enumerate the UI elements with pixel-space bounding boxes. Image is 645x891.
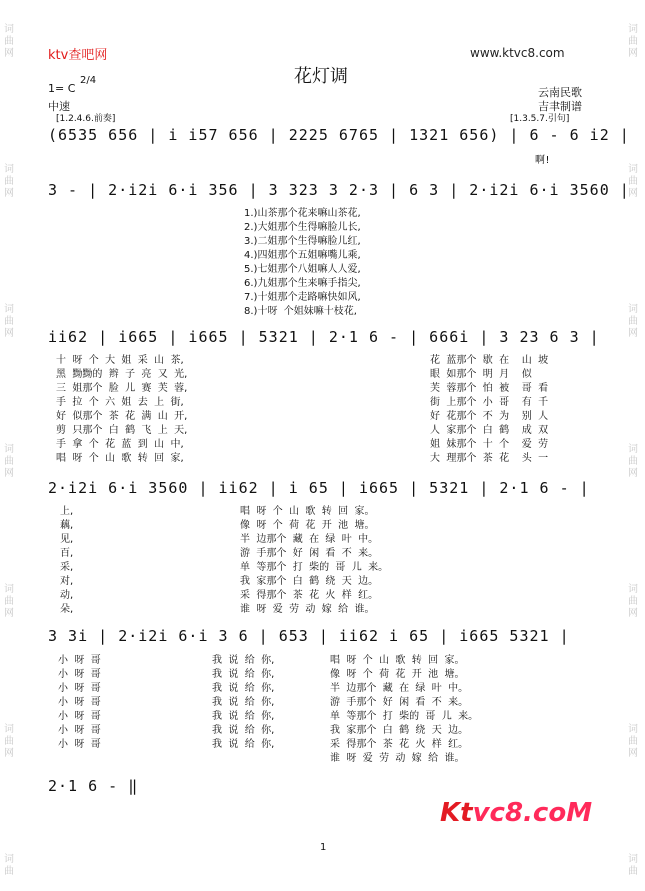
verse-line: 好 花那个 不 为 别 人	[430, 411, 549, 422]
key-signature: 1= C	[48, 82, 76, 95]
verse-line: 我 家那个 白 鹤 绕 天 边。	[330, 725, 469, 736]
verse-line: 小 呀 哥	[58, 739, 101, 750]
verse-line: 谁 呀 爱 劳 动 嫁 给 谁。	[240, 604, 375, 615]
verse-line: 单 等那个 打 柴的 哥 儿 来。	[240, 562, 389, 573]
verse-line: 好 似那个 茶 花 满 山 开,	[56, 411, 188, 422]
watermark-char: 词	[4, 854, 14, 865]
notation-row-1: (6535 656 | i i57 656 | 2225 6765 | 1321 656) | 6 - 6 i2 |	[48, 126, 630, 144]
verse-block-c-right	[240, 505, 388, 617]
verse-line: 十 呀 个 大 姐 采 山 茶,	[56, 355, 184, 366]
right-watermark	[628, 0, 642, 891]
verse-line: 人 家那个 白 鹤 成 双	[430, 425, 549, 436]
verse-line: 小 呀 哥	[58, 655, 101, 666]
prelude-note: [1.2.4.6.前奏]	[56, 114, 116, 124]
verse-line: 我 家那个 白 鹤 绕 天 边。	[240, 576, 379, 587]
site-logo[interactable]: ktv查吧网	[48, 48, 108, 63]
logo-letter-t: t	[460, 798, 473, 828]
watermark-char: 曲	[628, 36, 638, 47]
verse-line: 动,	[60, 590, 74, 601]
verse-line: 3.)二姐那个生得嘛脸儿红,	[244, 236, 361, 247]
verse-line: 采 得那个 茶 花 火 样 红。	[330, 739, 469, 750]
verse-line: 小 呀 哥	[58, 725, 101, 736]
verse-line: 对,	[60, 576, 74, 587]
watermark-char: 曲	[4, 596, 14, 607]
watermark-char: 曲	[628, 736, 638, 747]
notation-row-2: 3 - | 2·i2i 6·i 356 | 3 323 3 2·3 | 6 3 | 2·i2i 6·i 3560 |	[48, 181, 630, 199]
verse-line: 我 说 给 你,	[212, 683, 275, 694]
verse-block-b-right	[430, 354, 548, 466]
verse-line: 眼 如那个 明 月 似	[430, 369, 532, 380]
notation-row-4: 2·i2i 6·i 3560 | ii62 | i 65 | i665 | 5321 | 2·1 6 - |	[48, 479, 590, 497]
verse-line: 2.)大姐那个生得嘛脸儿长,	[244, 222, 361, 233]
verse-line: 我 说 给 你,	[212, 739, 275, 750]
verse-line: 游 手那个 好 闲 看 不 来。	[240, 548, 379, 559]
logo-letter-k: K	[440, 798, 461, 828]
watermark-char: 词	[4, 444, 14, 455]
verse-block-a	[244, 207, 361, 319]
watermark-char: 曲	[628, 176, 638, 187]
watermark-char: 网	[628, 468, 638, 479]
watermark-char: 曲	[4, 736, 14, 747]
watermark-char: 曲	[628, 596, 638, 607]
time-signature	[80, 76, 96, 86]
watermark-char: 网	[4, 748, 14, 759]
verse-line: 芙 蓉那个 怕 被 哥 看	[430, 383, 549, 394]
verse-line: 唱 呀 个 山 歌 转 回 家。	[330, 655, 465, 666]
watermark-char: 网	[628, 48, 638, 59]
verse-line: 4.)四姐那个五姐嘛嘴儿乘,	[244, 250, 361, 261]
watermark-char: 网	[4, 608, 14, 619]
verse-line: 姐 妹那个 十 个 爱 劳	[430, 439, 549, 450]
lyric-ah: 啊!	[535, 155, 551, 166]
watermark-char: 词	[4, 164, 14, 175]
watermark-char: 词	[4, 304, 14, 315]
watermark-char: 词	[628, 444, 638, 455]
verse-line: 藕,	[60, 520, 74, 531]
verse-line: 7.)十姐那个走路嘛快如风,	[244, 292, 361, 303]
watermark-char: 网	[4, 188, 14, 199]
verse-line: 我 说 给 你,	[212, 697, 275, 708]
notation-row-6: 2·1 6 - ‖	[48, 777, 139, 795]
verse-line: 单 等那个 打 柴的 哥 儿 来。	[330, 711, 479, 722]
watermark-char: 词	[4, 584, 14, 595]
verse-line: 街 上那个 小 哥 有 千	[430, 397, 549, 408]
verse-line: 我 说 给 你,	[212, 711, 275, 722]
verse-line: 手 拿 个 花 蓝 到 山 中,	[56, 439, 184, 450]
watermark-char: 曲	[4, 866, 14, 877]
verse-line: 朵,	[60, 604, 74, 615]
watermark-char: 网	[4, 48, 14, 59]
verse-block-b-left	[56, 354, 187, 466]
watermark-char: 网	[628, 328, 638, 339]
watermark-char: 网	[628, 188, 638, 199]
watermark-char: 网	[4, 468, 14, 479]
verse-line: 像 呀 个 荷 花 开 池 塘。	[330, 669, 465, 680]
verse-line: 小 呀 哥	[58, 683, 101, 694]
watermark-char: 词	[4, 24, 14, 35]
verse-line: 我 说 给 你,	[212, 669, 275, 680]
verse-line: 半 边那个 藏 在 绿 叶 中。	[240, 534, 379, 545]
verse-line: 半 边那个 藏 在 绿 叶 中。	[330, 683, 469, 694]
verse-line: 三 姐那个 脸 儿 赛 芙 蓉,	[56, 383, 188, 394]
verse-line: 剪 只那个 白 鹤 飞 上 天,	[56, 425, 188, 436]
watermark-char: 词	[4, 724, 14, 735]
watermark-char: 曲	[4, 36, 14, 47]
verse-line: 小 呀 哥	[58, 669, 101, 680]
verse-line: 1.)山茶那个花来嘛山茶花,	[244, 208, 361, 219]
ktvc8-logo[interactable]	[440, 798, 592, 828]
watermark-char: 词	[628, 24, 638, 35]
verse-line: 上,	[60, 506, 74, 517]
watermark-char: 曲	[4, 456, 14, 467]
watermark-char: 词	[628, 724, 638, 735]
verse-block-c-left	[60, 505, 73, 617]
verse-line: 唱 呀 个 山 歌 转 回 家。	[240, 506, 375, 517]
intro-note: [1.3.5.7.引句]	[510, 114, 570, 124]
verse-line: 唱 呀 个 山 歌 转 回 家,	[56, 453, 184, 464]
verse-line: 大 理那个 茶 花 头 一	[430, 453, 549, 464]
verse-line: 我 说 给 你,	[212, 725, 275, 736]
watermark-char: 词	[628, 854, 638, 865]
watermark-char: 曲	[4, 176, 14, 187]
verse-line: 小 呀 哥	[58, 697, 101, 708]
watermark-char: 网	[4, 328, 14, 339]
verse-line: 5.)七姐那个八姐嘛人人爱,	[244, 264, 361, 275]
watermark-char: 曲	[4, 316, 14, 327]
arranger: 吉聿制谱	[538, 100, 582, 113]
verse-line: 见,	[60, 534, 74, 545]
notation-row-3: ii62 | i665 | i665 | 5321 | 2·1 6 - | 666i | 3 23 6 3 |	[48, 328, 600, 346]
verse-line: 游 手那个 好 闲 看 不 来。	[330, 697, 469, 708]
verse-line: 采,	[60, 562, 74, 573]
verse-line: 手 拉 个 六 姐 去 上 街,	[56, 397, 184, 408]
watermark-char: 词	[628, 584, 638, 595]
verse-line: 像 呀 个 荷 花 开 池 塘。	[240, 520, 375, 531]
verse-line: 小 呀 哥	[58, 711, 101, 722]
logo-rest: vc8.coM	[472, 798, 593, 828]
time-signature-value: 2/4	[80, 75, 97, 86]
left-watermark	[4, 0, 18, 891]
verse-line: 采 得那个 茶 花 火 样 红。	[240, 590, 379, 601]
tempo: 中速	[48, 100, 70, 113]
verse-line: 我 说 给 你,	[212, 655, 275, 666]
verse-line: 6.)九姐那个生来嘛手指尖,	[244, 278, 361, 289]
verse-line: 黑 黝黝的 辫 子 亮 又 光,	[56, 369, 188, 380]
watermark-char: 词	[628, 164, 638, 175]
page-number: 1	[320, 842, 327, 853]
notation-row-5: 3 3i | 2·i2i 6·i 3 6 | 653 | ii62 i 65 | i665 5321 |	[48, 627, 570, 645]
verse-line: 花 蓝那个 歇 在 山 坡	[430, 355, 549, 366]
origin: 云南民歌	[538, 86, 582, 99]
verse-block-d-right	[330, 654, 478, 766]
watermark-char: 网	[628, 608, 638, 619]
verse-line: 百,	[60, 548, 74, 559]
site-url[interactable]: www.ktvc8.com	[470, 46, 565, 60]
verse-block-d-mid	[212, 654, 274, 752]
watermark-char: 曲	[628, 456, 638, 467]
watermark-char: 词	[628, 304, 638, 315]
watermark-char: 网	[628, 748, 638, 759]
verse-line: 8.)十呀 个姐妹嘛十枝花,	[244, 306, 357, 317]
song-title: 花灯调	[294, 66, 348, 87]
verse-line: 谁 呀 爱 劳 动 嫁 给 谁。	[330, 753, 465, 764]
verse-block-d-left	[58, 654, 101, 752]
watermark-char: 曲	[628, 866, 638, 877]
watermark-char: 曲	[628, 316, 638, 327]
